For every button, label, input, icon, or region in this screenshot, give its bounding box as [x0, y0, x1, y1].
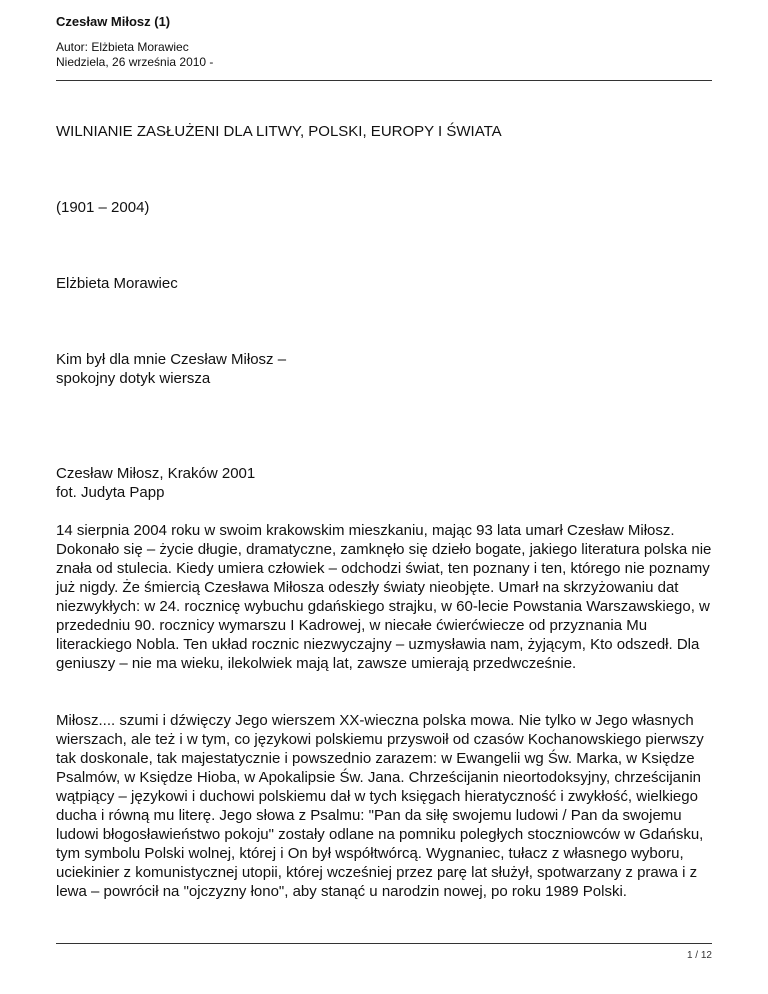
date-line: Niedziela, 26 września 2010 -	[56, 55, 214, 69]
subtitle-line-1: Kim był dla mnie Czesław Miłosz –	[56, 351, 287, 368]
footer-divider	[56, 943, 712, 944]
subtitle	[56, 350, 716, 388]
header-divider	[56, 80, 712, 81]
life-years: (1901 – 2004)	[56, 199, 150, 216]
photo-caption-line-2: fot. Judyta Papp	[56, 484, 165, 501]
photo-caption	[56, 464, 716, 502]
document-title: Czesław Miłosz (1)	[56, 14, 171, 29]
author-line: Autor: Elżbieta Morawiec	[56, 40, 189, 54]
article-heading: WILNIANIE ZASŁUŻENI DLA LITWY, POLSKI, EUROPY I ŚWIATA	[56, 123, 502, 140]
paragraph-2: Miłosz.... szumi i dźwięczy Jego wierszem XX-wieczna polska mowa. Nie tylko w Jego własnych wierszach, ale też i w tym, co językowi polskiemu przyswoił od czasów Kochanowskiego pierwszy tak doskonale, tak majestatycznie i powszednio zarazem: w Ewangelii wg Św. Marka, w Księdze Psalmów, w Księdze Hioba, w Apokalipsie Św. Jana. Chrześcijanin nieortodoksyjny, chrześcijanin wątpiący – językowi i duchowi polskiemu dał w tych księgach hieratyczność i zwykłość, wielkiego ducha i równą mu literę. Jego słowa z Psalmu: "Pan da siłę swojemu ludowi / Pan da swojemu ludowi błogosławieństwo pokoju" zostały odlane na pomniku poległych stoczniowców w Gdańsku, tym symbolu Polski wolnej, której i On był współtwórcą. Wygnaniec, tułacz z własnego wyboru, uciekinier z komunistycznej utopii, której wcześniej przez parę lat służył, spotwarzany z prawa i z lewa – powrócił na "ojczyzny łono", aby stanąć u narodzin nowej, po roku 1989 Polski.	[56, 712, 704, 900]
photo-caption-line-1: Czesław Miłosz, Kraków 2001	[56, 465, 256, 482]
page-number: 1 / 12	[686, 950, 712, 961]
subtitle-line-2: spokojny dotyk wiersza	[56, 370, 211, 387]
article-meta	[56, 40, 712, 70]
article-body	[56, 122, 716, 901]
paragraph-1: 14 sierpnia 2004 roku w swoim krakowskim mieszkaniu, mając 93 lata umarł Czesław Miłosz. Dokonało się – życie długie, dramatyczne, zamknęło się dzieło bogate, jakiego literatura polska nie znała od stulecia. Kiedy umiera człowiek – odchodzi świat, ten poznany i ten, którego nie poznamy już nigdy. Że śmiercią Czesława Miłosza odeszły światy nieobjęte. Umarł na skrzyżowaniu dat niezwykłych: w 24. rocznicę wybuchu gdańskiego strajku, w 60-lecie Powstania Warszawskiego, w przededniu 90. rocznicy wymarszu I Kadrowej, w niecałe ćwierćwiecze od przyznania Mu literackiego Nobla. Ten układ rocznic niezwyczajny – uzmysławia nam, żyjącym, Kto odszedł. Dla geniuszy – nie ma wieku, ilekolwiek mają lat, zawsze umierają przedwcześnie.	[56, 522, 712, 672]
article-byline: Elżbieta Morawiec	[56, 275, 178, 292]
page-header	[56, 13, 712, 70]
